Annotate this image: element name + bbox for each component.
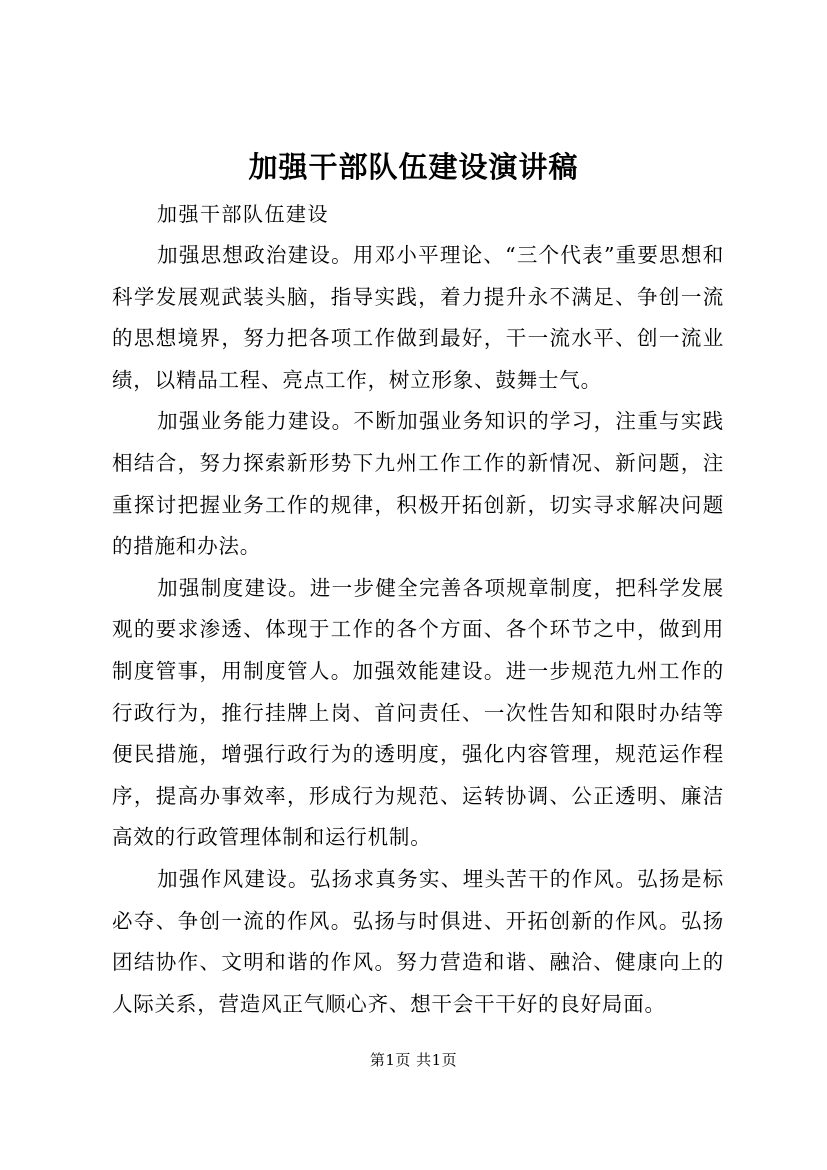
paragraph-business-ability: 加强业务能力建设。不断加强业务知识的学习，注重与实践相结合，努力探索新形势下九州工作工作的新情况、新问题，注重探讨把握业务工作的规律，积极开拓创新，切实寻求解决问题的措施和办法。 xyxy=(112,409,724,559)
document-subtitle: 加强干部队伍建设 xyxy=(157,202,329,226)
page-footer: 第1页 共1页 xyxy=(369,1051,458,1069)
paragraph-work-style: 加强作风建设。弘扬求真务实、埋头苦干的作风。弘扬是标必夺、争创一流的作风。弘扬与时俱进、开拓创新的作风。弘扬团结协作、文明和谐的作风。努力营造和谐、融洽、健康向上的人际关系，营造风正气顺心齐、想干会干干好的良好局面。 xyxy=(112,866,724,1016)
document-body xyxy=(112,235,724,1025)
paragraph-system-building: 加强制度建设。进一步健全完善各项规章制度，把科学发展观的要求渗透、体现于工作的各个方面、各个环节之中，做到用制度管事，用制度管人。加强效能建设。进一步规范九州工作的行政行为，推行挂牌上岗、首问责任、一次性告知和限时办结等便民措施，增强行政行为的透明度，强化内容管理，规范运作程序，提高办事效率，形成行为规范、运转协调、公正透明、廉洁高效的行政管理体制和运行机制。 xyxy=(112,575,724,850)
document-title: 加强干部队伍建设演讲稿 xyxy=(248,150,579,184)
paragraph-ideology: 加强思想政治建设。用邓小平理论、“三个代表”重要思想和科学发展观武装头脑，指导实践，着力提升永不满足、争创一流的思想境界，努力把各项工作做到最好，干一流水平、创一流业绩，以精品工程、亮点工作，树立形象、鼓舞士气。 xyxy=(112,243,724,392)
